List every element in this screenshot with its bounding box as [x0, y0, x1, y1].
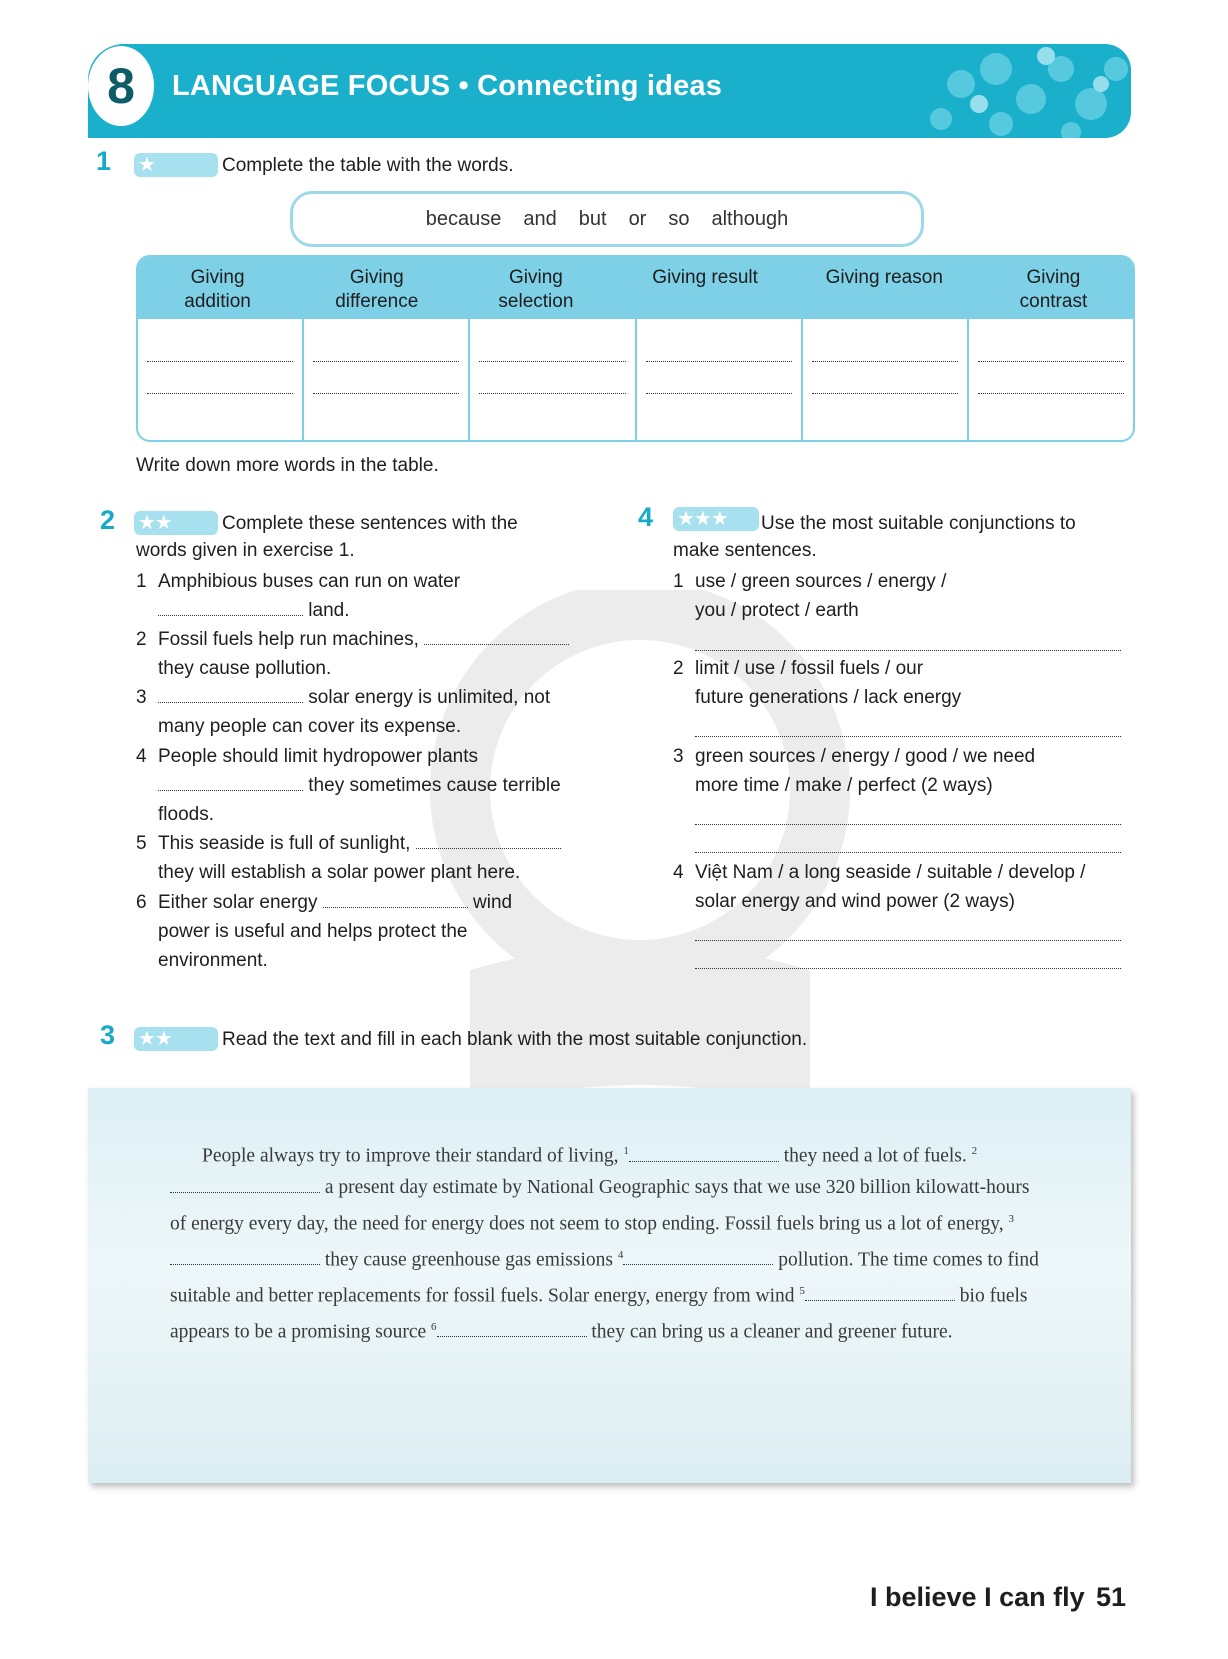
conjunction-table — [136, 255, 1135, 442]
table-cell[interactable] — [138, 319, 304, 440]
blank-number: 5 — [799, 1284, 805, 1297]
word-item: although — [711, 207, 789, 230]
exercise-4-item — [673, 858, 1133, 918]
unit-number-badge: 8 — [88, 46, 154, 126]
exercise-2-difficulty-stars: ★★ — [134, 511, 218, 535]
footer-unit-title: I believe I can fly — [870, 1582, 1085, 1612]
column-header: Giving selection — [498, 267, 574, 312]
table-cell[interactable] — [969, 319, 1133, 440]
item-number: 2 — [136, 629, 147, 650]
exercise-4-difficulty-stars: ★★★ — [673, 507, 759, 531]
header-decoration — [901, 44, 1131, 138]
exercise-4-instruction: Use the most suitable conjunctions to — [761, 513, 1076, 534]
answer-blank[interactable] — [623, 1248, 773, 1265]
answer-blank[interactable] — [158, 597, 303, 616]
blank-number: 3 — [1008, 1212, 1014, 1225]
item-text: limit / use / fossil fuels / our future generations / lack energy — [695, 658, 962, 708]
item-text: People should limit hydropower plants they sometimes cause terrible floods. — [158, 746, 561, 825]
answer-line[interactable] — [695, 824, 1121, 825]
exercise-1-number: 1 — [96, 146, 112, 176]
exercise-2-item — [136, 683, 596, 743]
table-cell[interactable] — [803, 319, 969, 440]
page-number: 51 — [1096, 1582, 1127, 1612]
blank-number: 2 — [971, 1145, 978, 1157]
item-text: Fossil fuels help run machines, they cause pollution. — [158, 625, 588, 683]
answer-blank[interactable] — [424, 626, 569, 645]
word-item: and — [523, 207, 557, 230]
blank-number: 4 — [617, 1248, 624, 1261]
exercise-1-difficulty-stars: ★ — [134, 153, 218, 177]
exercise-4-item — [673, 654, 1133, 714]
answer-blank[interactable] — [158, 684, 303, 703]
exercise-2-item — [136, 625, 596, 685]
reading-passage: People always try to improve their standard of living, $^1$ they need a lot of fuels. $^2$ a present day estimate by National Geographic says that we use 320 billion kilowatt-hours of energy every day, the need for energy does not seem to stop ending. Fossil fuels bring us a lot of energy, $^3$ they cause greenhouse gas emissions $^4$ pollution. The time comes to find suitable and better replacements for fossil fuels. Solar energy, energy from wind $^5$ bio fuels appears to be a promising source $^6$ they can bring us a cleaner and greener future. — [170, 1145, 1039, 1342]
item-text: Việt Nam / a long seaside / suitable / develop / solar energy and wind power (2 ways) — [695, 862, 1086, 912]
column-header: Giving reason — [825, 267, 943, 288]
answer-blank[interactable] — [629, 1145, 779, 1162]
answer-blank[interactable] — [170, 1176, 320, 1193]
answer-blank[interactable] — [805, 1284, 955, 1301]
answer-line[interactable] — [695, 968, 1121, 969]
exercise-4-item — [673, 567, 1133, 627]
exercise-3-difficulty-stars: ★★ — [134, 1027, 218, 1051]
answer-blank[interactable] — [323, 889, 468, 908]
item-text: solar energy is unlimited, not many people can cover its expense. — [158, 683, 588, 741]
word-item: because — [425, 207, 502, 230]
item-text: use / green sources / energy / you / protect / earth — [695, 571, 947, 621]
item-number: 4 — [673, 862, 684, 883]
item-number: 3 — [136, 687, 147, 708]
item-number: 2 — [673, 658, 684, 679]
item-number: 4 — [136, 746, 147, 767]
answer-line[interactable] — [695, 736, 1121, 737]
blank-number: 6 — [431, 1320, 437, 1333]
answer-blank[interactable] — [170, 1248, 320, 1265]
answer-line[interactable] — [695, 650, 1121, 651]
exercise-1-note: Write down more words in the table. — [136, 455, 439, 476]
table-cell[interactable] — [470, 319, 636, 440]
table-cell[interactable] — [304, 319, 470, 440]
blank-number: 1 — [623, 1145, 629, 1157]
table-header-row — [138, 257, 1133, 319]
exercise-3-number: 3 — [100, 1020, 116, 1050]
exercise-4-item — [673, 742, 1133, 802]
answer-blank[interactable] — [437, 1320, 587, 1337]
exercise-2-instruction: Complete these sentences with the — [222, 513, 518, 534]
exercise-2-item — [136, 567, 596, 627]
exercise-2-number: 2 — [100, 505, 116, 535]
answer-line[interactable] — [695, 852, 1121, 853]
item-text: Amphibious buses can run on water land. — [158, 571, 461, 621]
exercise-3-instruction: Read the text and fill in each blank with the most suitable conjunction. — [222, 1029, 808, 1050]
exercise-1-instruction: Complete the table with the words. — [222, 155, 514, 176]
exercise-4-instruction: make sentences. — [673, 540, 817, 561]
answer-blank[interactable] — [416, 830, 561, 849]
item-number: 6 — [136, 892, 147, 913]
item-text: green sources / energy / good / we need more time / make / perfect (2 ways) — [695, 746, 1036, 796]
item-number: 1 — [673, 571, 684, 592]
table-cell[interactable] — [637, 319, 803, 440]
word-item: so — [668, 207, 690, 230]
column-header: Giving contrast — [1019, 267, 1088, 312]
item-number: 5 — [136, 833, 147, 854]
answer-blank[interactable] — [158, 772, 303, 791]
exercise-2-instruction: words given in exercise 1. — [136, 540, 355, 561]
item-text: Either solar energy wind power is useful and helps protect the environment. — [158, 888, 588, 975]
column-header: Giving difference — [335, 267, 419, 312]
word-item: but — [578, 207, 607, 230]
column-header: Giving result — [652, 267, 758, 288]
answer-line[interactable] — [695, 940, 1121, 941]
exercise-4-number: 4 — [638, 502, 654, 532]
section-title: LANGUAGE FOCUS • Connecting ideas — [172, 70, 723, 102]
table-body-row — [138, 319, 1133, 440]
word-box — [290, 191, 924, 247]
word-item: or — [628, 207, 647, 230]
exercise-2-item — [136, 829, 596, 889]
item-number: 1 — [136, 571, 147, 592]
column-header: Giving addition — [184, 267, 251, 312]
item-number: 3 — [673, 746, 684, 767]
item-text: This seaside is full of sunlight, they will establish a solar power plant here. — [158, 829, 588, 887]
exercise-2-item — [136, 888, 596, 978]
exercise-2-item — [136, 742, 596, 832]
